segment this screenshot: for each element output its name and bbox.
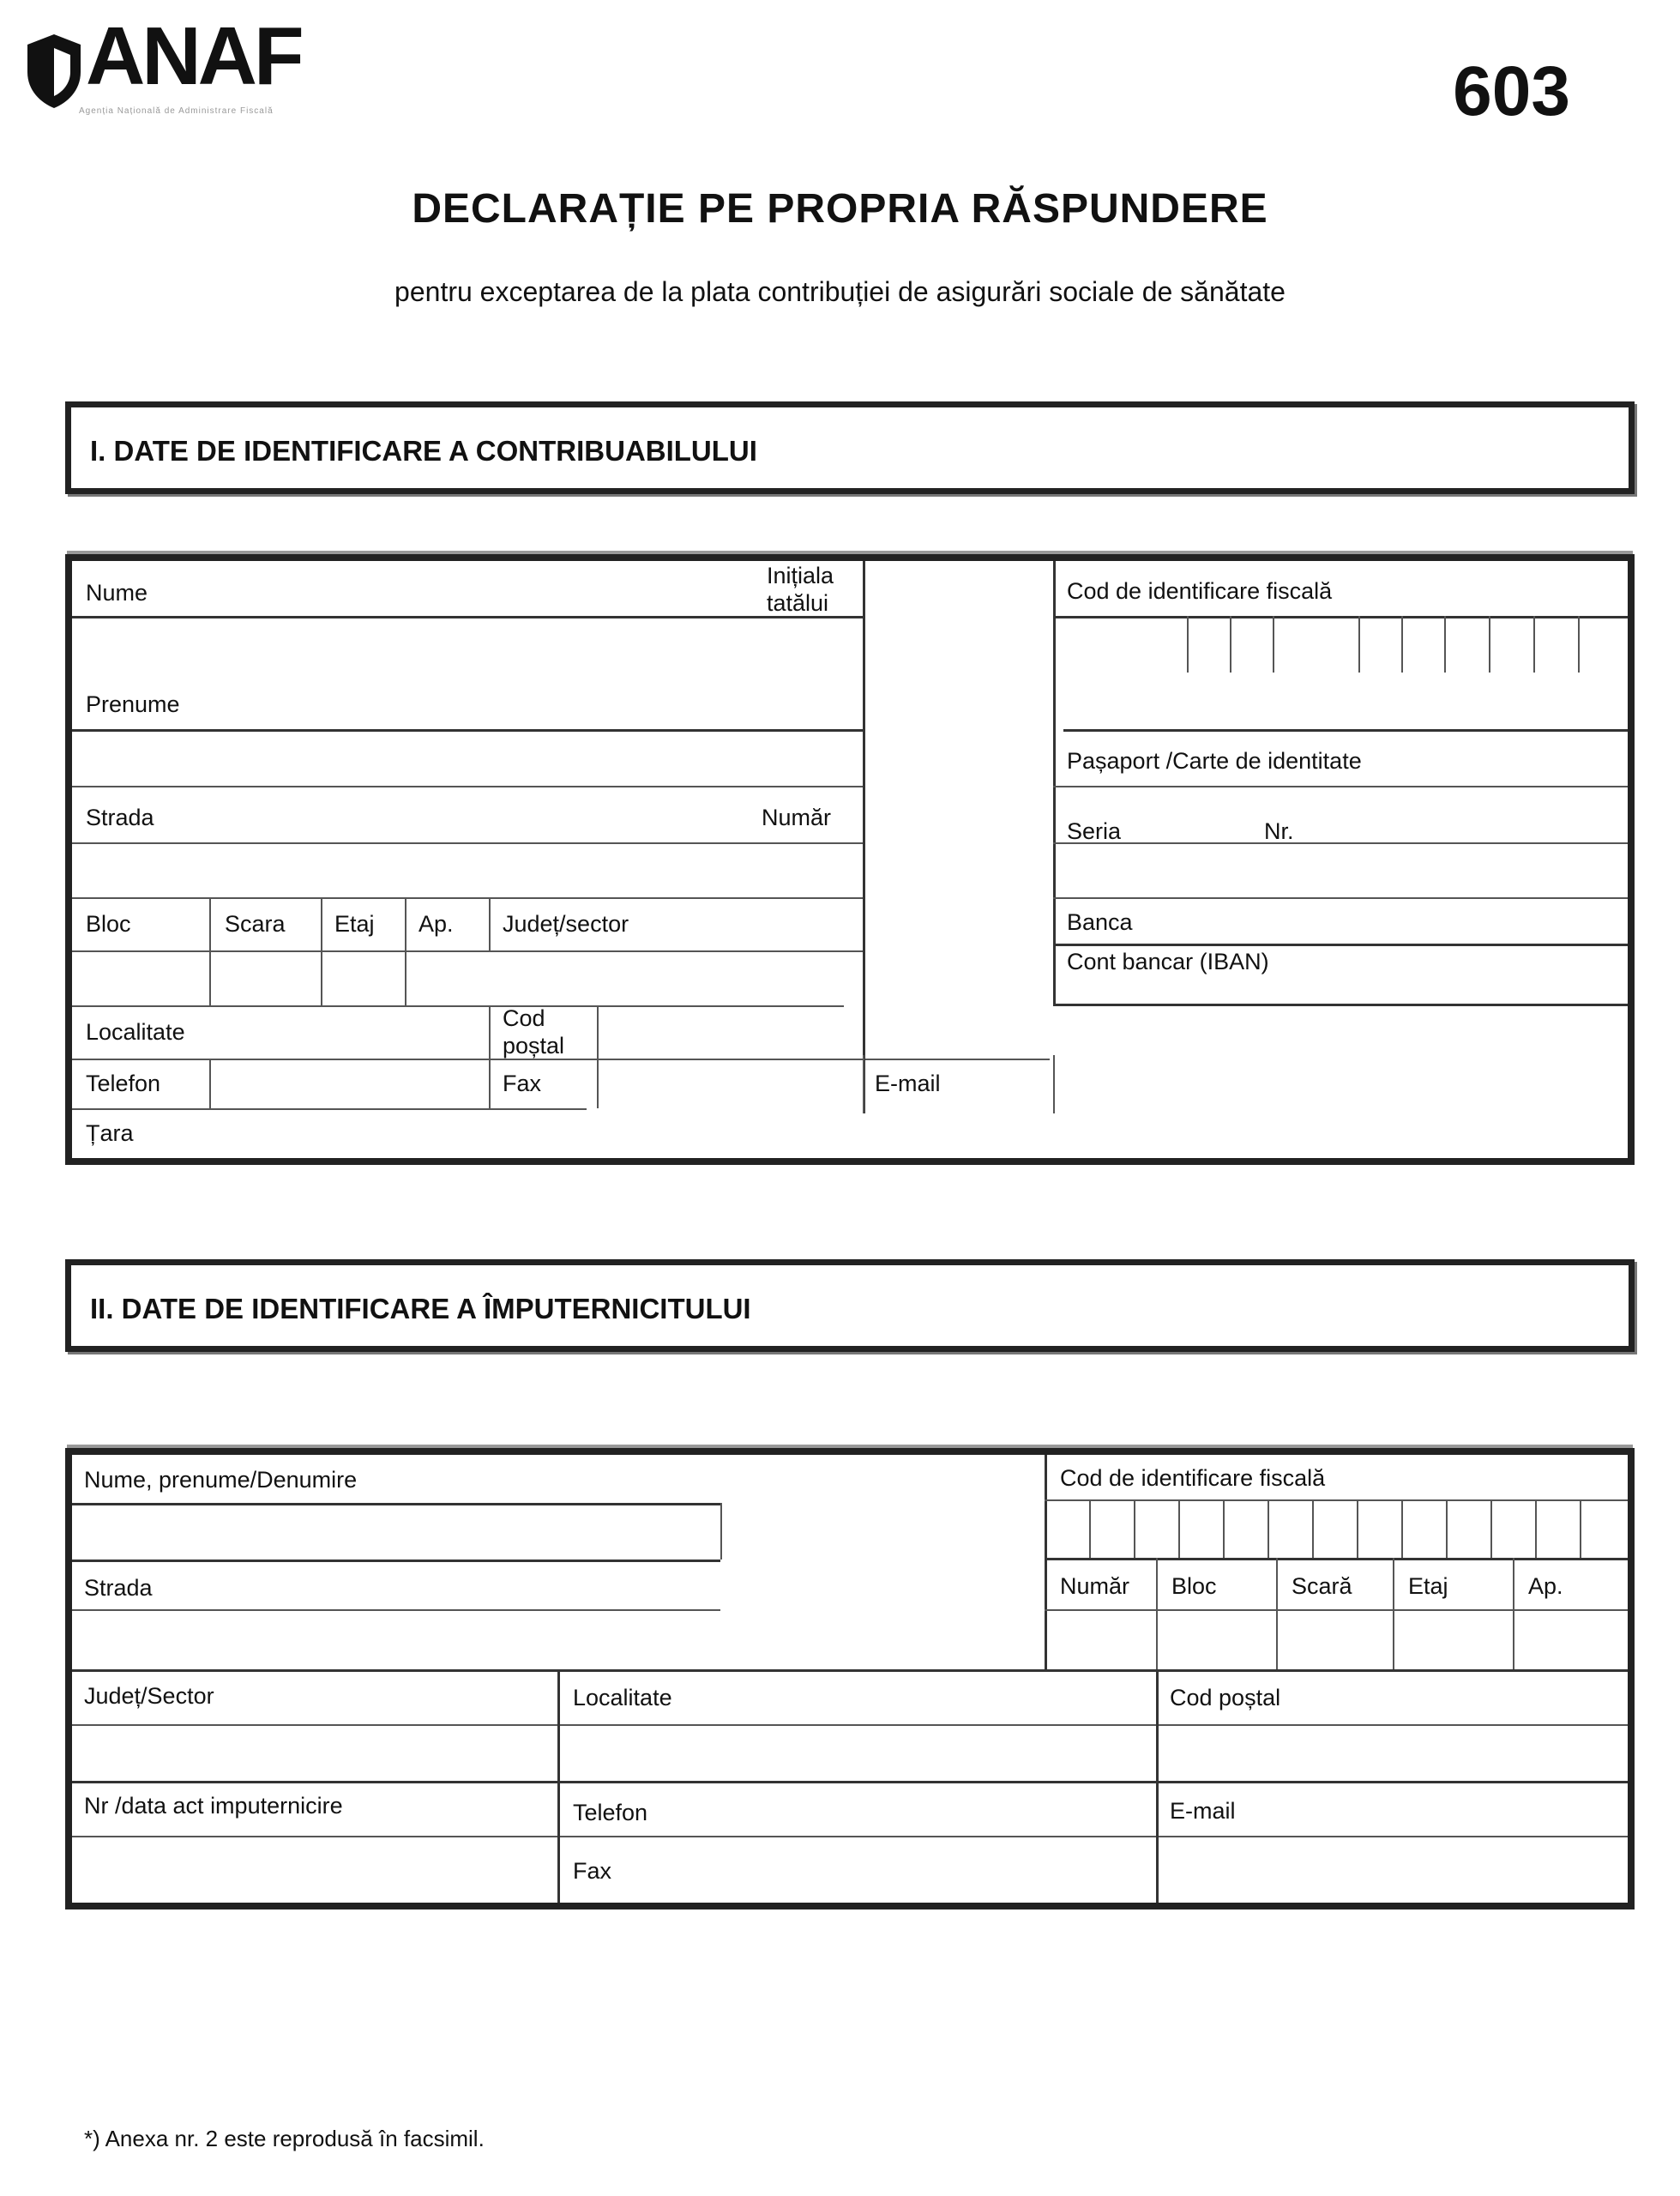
section1-frame [65,554,1635,1165]
label-judet-imp: Județ/Sector [84,1683,214,1709]
rule [72,1609,720,1611]
page-subtitle: pentru exceptarea de la plata contribuției de asigurări sociale de sănătate [394,276,1286,307]
rule [1045,1499,1628,1501]
rule [321,897,322,1005]
label-cod-postal-2: poștal [503,1033,565,1059]
rule [1053,842,1628,844]
rule [1156,1558,1158,1669]
rule [72,1560,720,1562]
rule [1357,1499,1358,1558]
label-localitate: Localitate [86,1019,185,1045]
rule [1489,616,1490,673]
rule [72,1108,587,1110]
rule [489,897,491,950]
form-number: 603 [1453,52,1570,130]
label-scara-imp: Scară [1292,1573,1352,1599]
rule [1401,1499,1403,1558]
label-email-imp: E-mail [1170,1798,1236,1824]
rule [1513,1558,1514,1669]
rule [209,897,211,1005]
rule [1580,1499,1581,1558]
rule [72,842,863,844]
rule [405,897,406,1005]
rule [863,561,865,1113]
section1-heading-box [65,401,1635,494]
label-strada: Strada [86,805,154,830]
label-etaj-imp: Etaj [1408,1573,1448,1599]
rule [1063,729,1628,732]
rule [72,729,863,732]
shield-icon [24,33,84,110]
label-localitate-imp: Localitate [573,1685,672,1710]
label-initiala-1: Inițiala [767,563,834,588]
rule [72,1669,1628,1672]
label-nume-imp: Nume, prenume/Denumire [84,1467,358,1493]
rule [1045,1558,1628,1560]
rule [1045,1455,1047,1669]
rule [1358,616,1360,673]
rule [1490,1499,1492,1558]
rule [1446,1499,1448,1558]
rule [72,1724,1628,1726]
label-banca: Banca [1067,909,1133,935]
label-act-imp: Nr /data act imputernicire [84,1793,343,1819]
rule [1578,616,1580,673]
label-email: E-mail [875,1071,941,1096]
label-etaj: Etaj [334,911,375,937]
label-prenume: Prenume [86,691,180,717]
label-initiala-2: tatălui [767,590,829,616]
rule [1053,944,1628,946]
label-ap: Ap. [418,911,454,937]
rule [1134,1499,1135,1558]
rule [1156,1669,1159,1903]
rule [1276,1558,1278,1669]
rule [1401,616,1403,673]
rule [1393,1558,1394,1669]
label-strada-imp: Strada [84,1575,153,1601]
rule [1533,616,1535,673]
rule [1273,616,1274,673]
label-bloc-imp: Bloc [1171,1573,1217,1599]
rule [1268,1499,1269,1558]
footnote: *) Anexa nr. 2 este reprodusă în facsimil. [84,2126,485,2151]
rule [863,1055,864,1113]
rule [1178,1499,1180,1558]
label-cont: Cont bancar (IBAN) [1067,949,1269,974]
rule [1187,616,1189,673]
label-nr: Nr. [1264,818,1294,844]
rule [1053,561,1056,1005]
label-fax-imp: Fax [573,1858,612,1884]
rule [72,1836,1628,1837]
label-judet: Județ/sector [503,911,629,937]
rule [1089,1499,1091,1558]
label-bloc: Bloc [86,911,131,937]
rule [72,897,863,899]
section2-heading: II. DATE DE IDENTIFICARE A ÎMPUTERNICITULUI [90,1293,751,1324]
rule [1444,616,1446,673]
label-ap-imp: Ap. [1528,1573,1563,1599]
label-telefon: Telefon [86,1071,161,1096]
label-nume: Nume [86,580,148,606]
rule [1053,786,1628,787]
label-tara: Țara [86,1120,134,1146]
label-cod-postal-imp: Cod poștal [1170,1685,1281,1710]
section2-frame [65,1448,1635,1909]
rule [720,1503,722,1560]
rule [1312,1499,1314,1558]
rule [209,1059,211,1108]
label-cod-postal-1: Cod [503,1005,545,1031]
label-fax: Fax [503,1071,542,1096]
rule [72,950,863,952]
rule [557,1669,560,1903]
rule [1230,616,1231,673]
label-seria: Seria [1067,818,1122,844]
label-cif: Cod de identificare fiscală [1067,578,1333,604]
rule [1053,616,1628,618]
rule [72,616,863,618]
label-telefon-imp: Telefon [573,1800,648,1825]
rule [1045,1609,1628,1611]
label-cif-imp: Cod de identificare fiscală [1060,1465,1326,1491]
rule [597,1005,599,1108]
section2-heading-box [65,1259,1635,1352]
rule [72,786,863,787]
label-numar: Număr [762,805,832,830]
rule [72,1005,844,1007]
rule [489,1005,491,1108]
rule [1053,1055,1055,1113]
rule [1223,1499,1225,1558]
section1-heading: I. DATE DE IDENTIFICARE A CONTRIBUABILULUI [90,435,757,467]
rule [1053,1004,1628,1006]
rule [72,1781,1628,1783]
rule [72,1503,720,1505]
page-title: DECLARAȚIE PE PROPRIA RĂSPUNDERE [412,186,1268,232]
rule [1053,897,1628,899]
label-numar-imp: Număr [1060,1573,1130,1599]
logo-text: ANAF [86,10,301,102]
logo-subtext: Agenția Națională de Administrare Fiscală [79,106,274,116]
label-pasaport: Pașaport /Carte de identitate [1067,748,1362,774]
rule [1535,1499,1537,1558]
label-scara: Scara [225,911,286,937]
